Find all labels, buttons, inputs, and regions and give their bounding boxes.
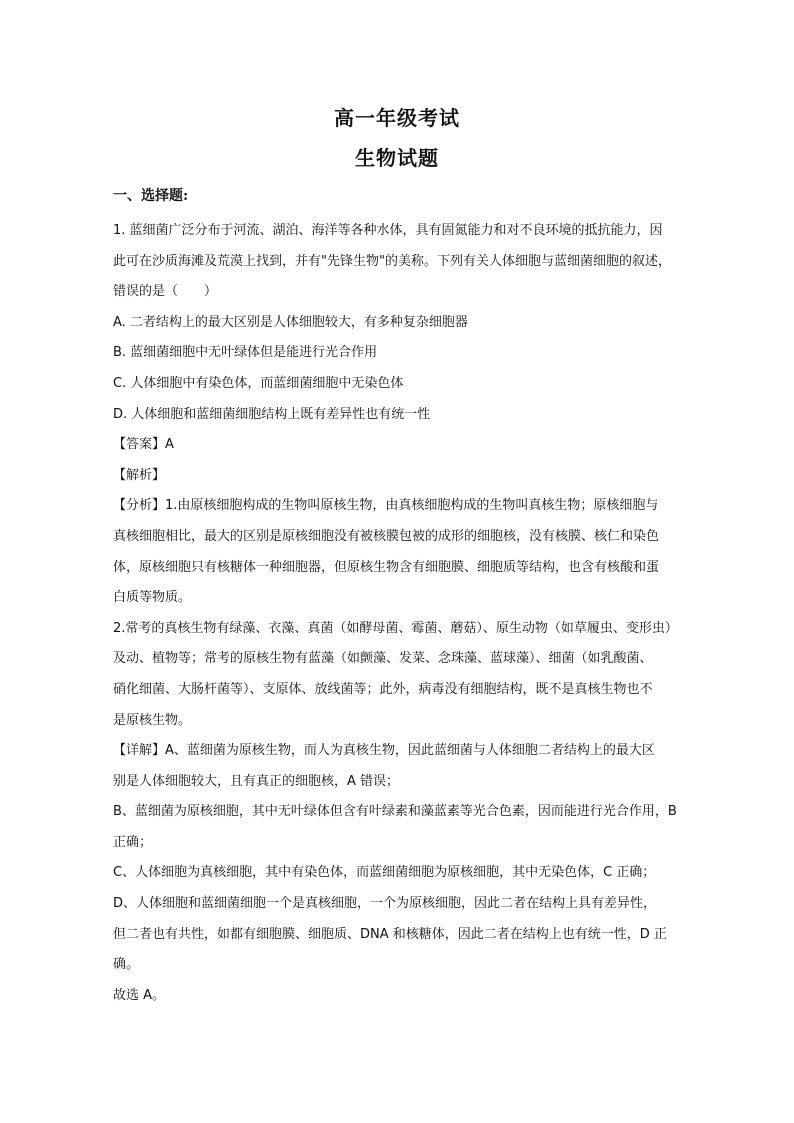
question-1 [113, 216, 725, 1011]
detail-line: B、蓝细菌为原核细胞，其中无叶绿体但含有叶绿素和藻蓝素等光合色素，因而能进行光合作用，B [113, 804, 677, 820]
exam-title: 高一年级考试 [334, 106, 460, 130]
analysis-line: 【分析】1.由原核细胞构成的生物叫原核生物，由真核细胞构成的生物叫真核生物；原核细胞与 [113, 498, 659, 514]
section-heading: 一、选择题: [113, 188, 189, 204]
detail-line: D、人体细胞和蓝细菌细胞一个是真核细胞，一个为原核细胞，因此二者在结构上具有差异性， [113, 896, 657, 912]
analysis-line: 及动、植物等；常考的原核生物有蓝藻（如颤藻、发菜、念珠藻、蓝球藻）、细菌（如乳酸菌、 [113, 651, 653, 667]
analysis-line: 白质等物质。 [113, 590, 192, 606]
detail-line: 正确； [113, 834, 153, 850]
detail-line: C、人体细胞为真核细胞，其中有染色体，而蓝细菌细胞为原核细胞，其中无染色体，C 正确； [113, 865, 656, 881]
analysis-line: 真核细胞相比，最大的区别是原核细胞没有被核膜包被的成形的细胞核，没有核膜、核仁和染色 [113, 528, 660, 544]
detail-line: 别是人体细胞较大，且有真正的细胞核，A 错误； [113, 773, 400, 789]
option-d: D. 人体细胞和蓝细菌细胞结构上既有差异性也有统一性 [113, 406, 431, 422]
option-c: C. 人体细胞中有染色体，而蓝细菌细胞中无染色体 [113, 375, 404, 391]
analysis-line: 体，原核细胞只有核糖体一种细胞器，但原核生物含有细胞膜、细胞质等结构，也含有核酸和蛋 [113, 559, 660, 575]
analysis-line: 硝化细菌、大肠杆菌等）、支原体、放线菌等；此外，病毒没有细胞结构，既不是真核生物也不 [113, 681, 653, 697]
detail-line: 确。 [113, 957, 140, 973]
detail-line: 故选 A。 [113, 987, 166, 1003]
question-stem-line: 错误的是（ ） [113, 284, 218, 300]
question-stem-line: 1. 蓝细菌广泛分布于河流、湖泊、海洋等各种水体，具有固氮能力和对不良环境的抵抗能力，因 [113, 223, 663, 238]
exam-subtitle: 生物试题 [355, 146, 439, 170]
answer: 【答案】A [113, 437, 174, 453]
question-stem-line: 此可在沙质海滩及荒漠上找到，并有"先锋生物"的美称。下列有关人体细胞与蓝细菌细胞的叙述， [113, 253, 671, 269]
option-a: A. 二者结构上的最大区别是人体细胞较大，有多种复杂细胞器 [113, 314, 468, 330]
detail-line: 【详解】A、蓝细菌为原核生物，而人为真核生物，因此蓝细菌与人体细胞二者结构上的最大区 [113, 743, 655, 759]
analysis-line: 2.常考的真核生物有绿藻、衣藻、真菌（如酵母菌、霉菌、蘑菇）、原生动物（如草履虫、变形虫） [113, 620, 678, 636]
analysis-line: 是原核生物。 [113, 712, 192, 728]
option-b: B. 蓝细菌细胞中无叶绿体但是能进行光合作用 [113, 345, 378, 361]
analysis-heading: 【解析】 [113, 467, 166, 483]
detail-line: 但二者也有共性，如都有细胞膜、细胞质、DNA 和核糖体，因此二者在结构上也有统一性，D 正 [113, 926, 667, 942]
